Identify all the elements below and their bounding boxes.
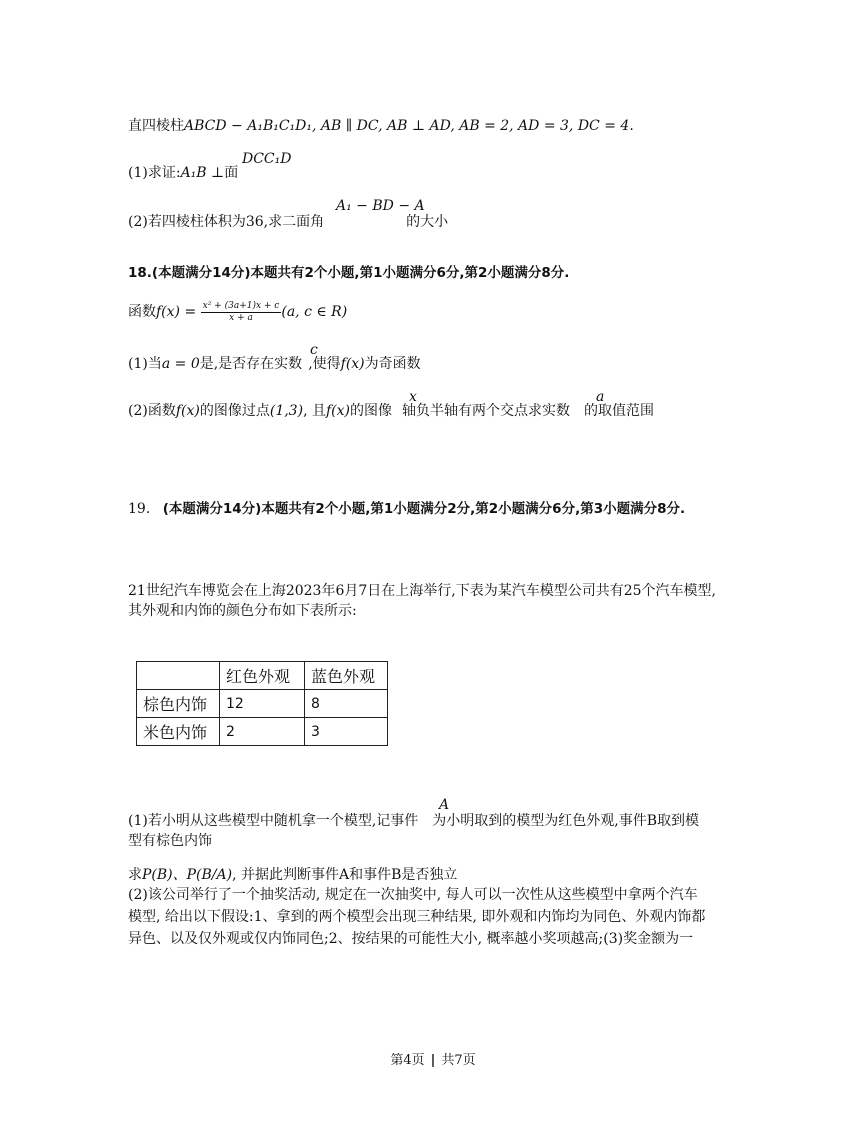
q17-p2-text: (2)若四棱柱体积为36,求二面角: [128, 214, 325, 230]
table-cell: 3: [305, 718, 388, 746]
q19-header-text: (本题满分14分)本题共有2个小题,第1小题满分2分,第2小题满分6分,第3小题满分8分.: [162, 501, 686, 517]
q17-p1-suffix: 面: [224, 165, 239, 181]
q18-p2-prefix: (2)函数: [128, 403, 176, 419]
q17-intro-suffix: .: [629, 118, 634, 134]
q18-fraction: [201, 301, 282, 324]
q19-part1-line1: [128, 811, 699, 831]
q19-part2-line2: 模型, 给出以下假设:1、拿到的两个模型会出现三种结果, 即外观和内饰均为同色、外观内饰都: [128, 909, 706, 925]
table-cell: 2: [220, 718, 305, 746]
q18-function: [128, 300, 347, 324]
q19-header-num: 19.: [128, 501, 151, 517]
q19-part1-line3: [128, 865, 457, 885]
q19-p1-line3-suffix: , 并据此判断事件A和事件B是否独立: [232, 867, 458, 883]
q17-p2-float-math: A₁ − BD − A: [336, 198, 425, 214]
q19-p1-line3-prefix: 求: [128, 867, 142, 883]
q19-part1-line2: 型有棕色内饰: [128, 833, 212, 849]
q18-p2-t2: , 且: [303, 403, 326, 419]
page-number: 第4页: [390, 1053, 425, 1068]
q18-p1-prefix: (1)当: [128, 356, 162, 372]
q19-p1-float-a: A: [439, 797, 450, 813]
q18-p2-math2: (1,3): [269, 403, 304, 419]
table-header-cell: 蓝色外观: [305, 662, 388, 690]
q18-p1-mid2: ,使得: [308, 356, 341, 372]
q18-p2-float-x: x: [409, 389, 417, 405]
page-total: 共7页: [441, 1053, 476, 1068]
q19-part2-line3: 异色、以及仅外观或仅内饰同色;2、按结果的可能性大小, 概率越小奖项越高;(3)奖金额为一: [128, 931, 694, 947]
q19-p1-line1-a: (1)若小明从这些模型中随机拿一个模型,记事件: [128, 813, 419, 829]
q17-p1-float-math: DCC₁D: [242, 151, 292, 167]
q18-part2: [128, 401, 654, 421]
q18-p1-math2: f(x): [340, 356, 365, 372]
q18-p1-suffix: 为奇函数: [364, 356, 421, 372]
q18-p2-t3: 的图像: [349, 403, 392, 419]
q18-header: 18.(本题满分14分)本题共有2个小题,第1小题满分6分,第2小题满分8分.: [128, 265, 570, 281]
q17-intro-prefix: 直四棱柱: [128, 118, 184, 134]
q18-p2-math3: f(x): [325, 403, 350, 419]
q19-header: [128, 499, 685, 519]
footer-separator: |: [430, 1053, 436, 1068]
q18-p1-float-c: c: [310, 342, 318, 358]
color-distribution-table: [136, 661, 388, 746]
table-cell: 12: [220, 690, 305, 718]
q17-part1: [128, 163, 238, 183]
q18-p2-float-a: a: [596, 389, 605, 405]
q19-p1-line3-math: P(B)、P(B/A): [142, 867, 233, 883]
table-cell: 棕色内饰: [137, 690, 220, 718]
q19-intro-line1: 21世纪汽车博览会在上海2023年6月7日在上海举行,下表为某汽车模型公司共有25个汽车模型,: [128, 583, 716, 599]
q19-p1-line1-b: 为小明取到的模型为红色外观,事件B取到模: [432, 813, 700, 829]
table-cell: 8: [305, 690, 388, 718]
q17-p2-suffix: 的大小: [406, 214, 449, 230]
q17-intro-math: ABCD − A₁B₁C₁D₁, AB ∥ DC, AB ⊥ AD, AB = 2, AD = 3, DC = 4: [184, 118, 630, 134]
q19-part2-line1: (2)该公司举行了一个抽奖活动, 规定在一次抽奖中, 每人可以一次性从这些模型中拿两个汽车: [128, 887, 698, 903]
table-header-cell: [137, 662, 220, 690]
q18-func-domain: (a, c ∈ R): [281, 304, 348, 320]
q18-frac-denominator: x + a: [229, 312, 253, 323]
q17-part2: [128, 212, 448, 232]
q18-p1-math: a = 0: [161, 356, 200, 372]
q18-p1-mid: 是,是否存在实数: [199, 356, 303, 372]
table-row: [137, 718, 388, 746]
table-cell: 米色内饰: [137, 718, 220, 746]
page-footer: [0, 1049, 866, 1068]
q18-func-lhs: f(x) =: [156, 304, 197, 320]
q18-part1: [128, 354, 421, 374]
q18-p2-t4: 轴负半轴有两个交点求实数: [401, 403, 570, 419]
q17-p1-prefix: (1)求证:: [128, 165, 181, 181]
q18-func-prefix: 函数: [128, 304, 156, 320]
table-header-cell: 红色外观: [220, 662, 305, 690]
q18-frac-numerator: x² + (3a+1)x + c: [202, 300, 280, 311]
table-header-row: [137, 662, 388, 690]
q18-p2-math1: f(x): [175, 403, 200, 419]
table-row: [137, 690, 388, 718]
q18-p2-t1: 的图像过点: [199, 403, 270, 419]
q18-p2-t5: 的取值范围: [583, 403, 654, 419]
q17-p1-math: A₁B ⊥: [180, 165, 225, 181]
q17-intro: [128, 116, 634, 136]
q19-intro-line2: 其外观和内饰的颜色分布如下表所示:: [128, 603, 357, 619]
